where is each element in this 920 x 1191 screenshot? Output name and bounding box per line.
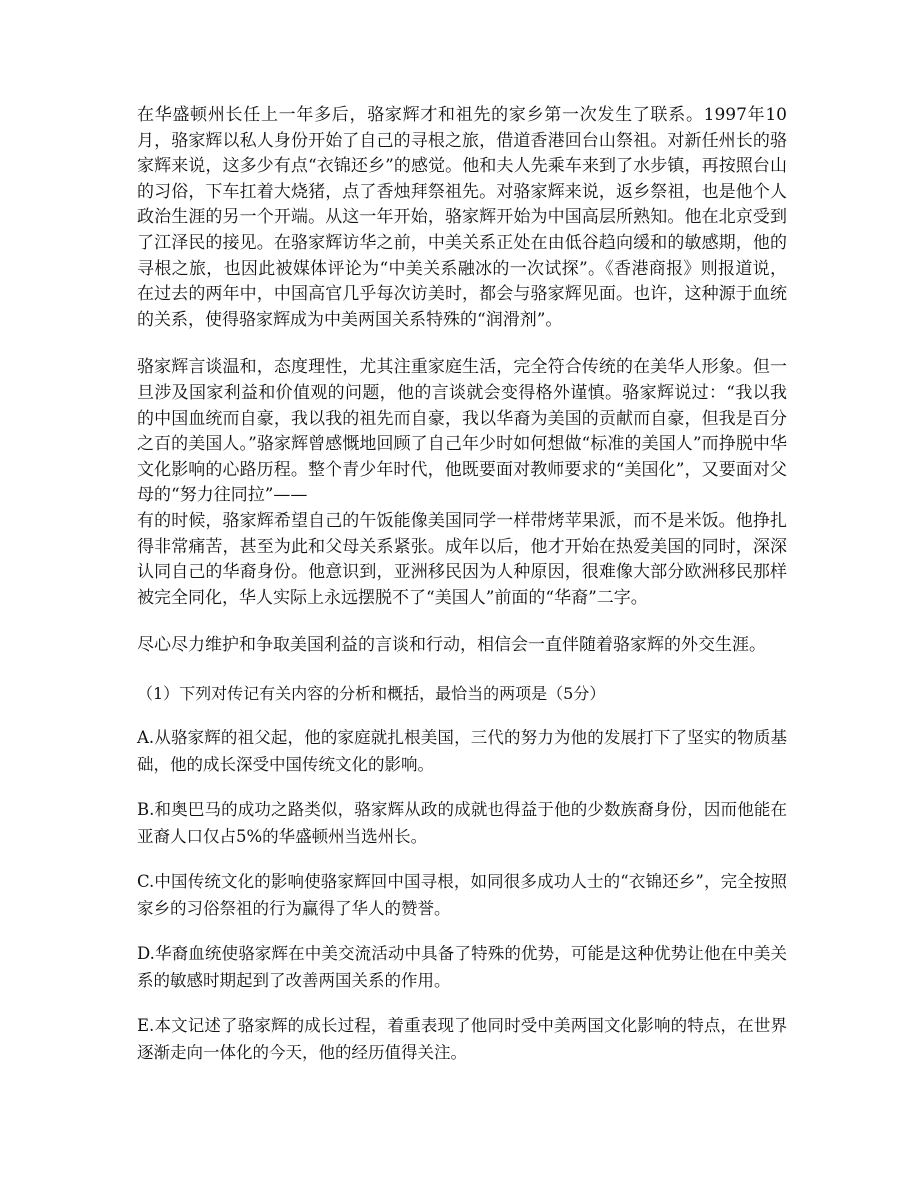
question-stem: （1）下列对传记有关内容的分析和概括，最恰当的两项是（5分） [137,683,606,703]
option-a: A.从骆家辉的祖父起，他的家庭就扎根美国，三代的努力为他的发展打下了坚实的物质基础，他的成长深受中国传统文化的影响。 [137,728,787,775]
option-d: D.华裔血统使骆家辉在中美交流活动中具备了特殊的优势，可能是这种优势让他在中美关系的敏感时期起到了改善两国关系的作用。 [137,944,787,991]
option-c: C.中国传统文化的影响使骆家辉回中国寻根，如同很多成功人士的“衣锦还乡”，完全按照家乡的习俗祭祖的行为赢得了华人的赞誉。 [137,872,787,919]
option-e: E.本文记述了骆家辉的成长过程，着重表现了他同时受中美两国文化影响的特点，在世界逐渐走向一体化的今天，他的经历值得关注。 [137,1016,787,1063]
option-b: B.和奥巴马的成功之路类似，骆家辉从政的成就也得益于他的少数族裔身份，因而他能在亚裔人口仅占5%的华盛顿州当选州长。 [137,800,787,847]
passage-paragraph-2: 骆家辉言谈温和，态度理性，尤其注重家庭生活，完全符合传统的在美华人形象。但一旦涉及国家利益和价值观的问题，他的言谈就会变得格外谨慎。骆家辉说过：“我以我的中国血统而自豪，我以我的祖先而自豪，我以华裔为美国的贡献而自豪，但我是百分之百的美国人。”骆家辉曾感慨地回顾了自己年少时如何想做“标准的美国人”而挣脱中华文化影响的心路历程。整个青少年时代，他既要面对教师要求的“美国化”，又要面对父母的“努力往同拉”—— [137,357,787,506]
document-page [137,103,787,1066]
passage-paragraph-3: 有的时候，骆家辉希望自己的午饭能像美国同学一样带烤苹果派，而不是米饭。他挣扎得非常痛苦，甚至为此和父母关系紧张。成年以后，他才开始在热爱美国的同时，深深认同自己的华裔身份。他意识到，亚洲移民因为人种原因，很难像大部分欧洲移民那样被完全同化，华人实际上永远摆脱不了“美国人”前面的“华裔”二字。 [137,510,787,608]
passage-paragraph-1: 在华盛顿州长任上一年多后，骆家辉才和祖先的家乡第一次发生了联系。1997年10月，骆家辉以私人身份开始了自己的寻根之旅，借道香港回台山祭祖。对新任州长的骆家辉来说，这多少有点“衣锦还乡”的感觉。他和夫人先乘车来到了水步镇，再按照台山的习俗，下车扛着大烧猪，点了香烛拜祭祖先。对骆家辉来说，返乡祭祖，也是他个人政治生涯的另一个开端。从这一年开始，骆家辉开始为中国高层所熟知。他在北京受到了江泽民的接见。在骆家辉访华之前，中美关系正处在由低谷趋向缓和的敏感期，他的寻根之旅，也因此被媒体评论为“中美关系融冰的一次试探”。《香港商报》则报道说，在过去的两年中，中国高官几乎每次访美时，都会与骆家辉见面。也许，这种源于血统的关系，使得骆家辉成为中美两国关系特殊的“润滑剂”。 [137,105,787,330]
passage-paragraph-4: 尽心尽力维护和争取美国利益的言谈和行动，相信会一直伴随着骆家辉的外交生涯。 [137,635,766,656]
